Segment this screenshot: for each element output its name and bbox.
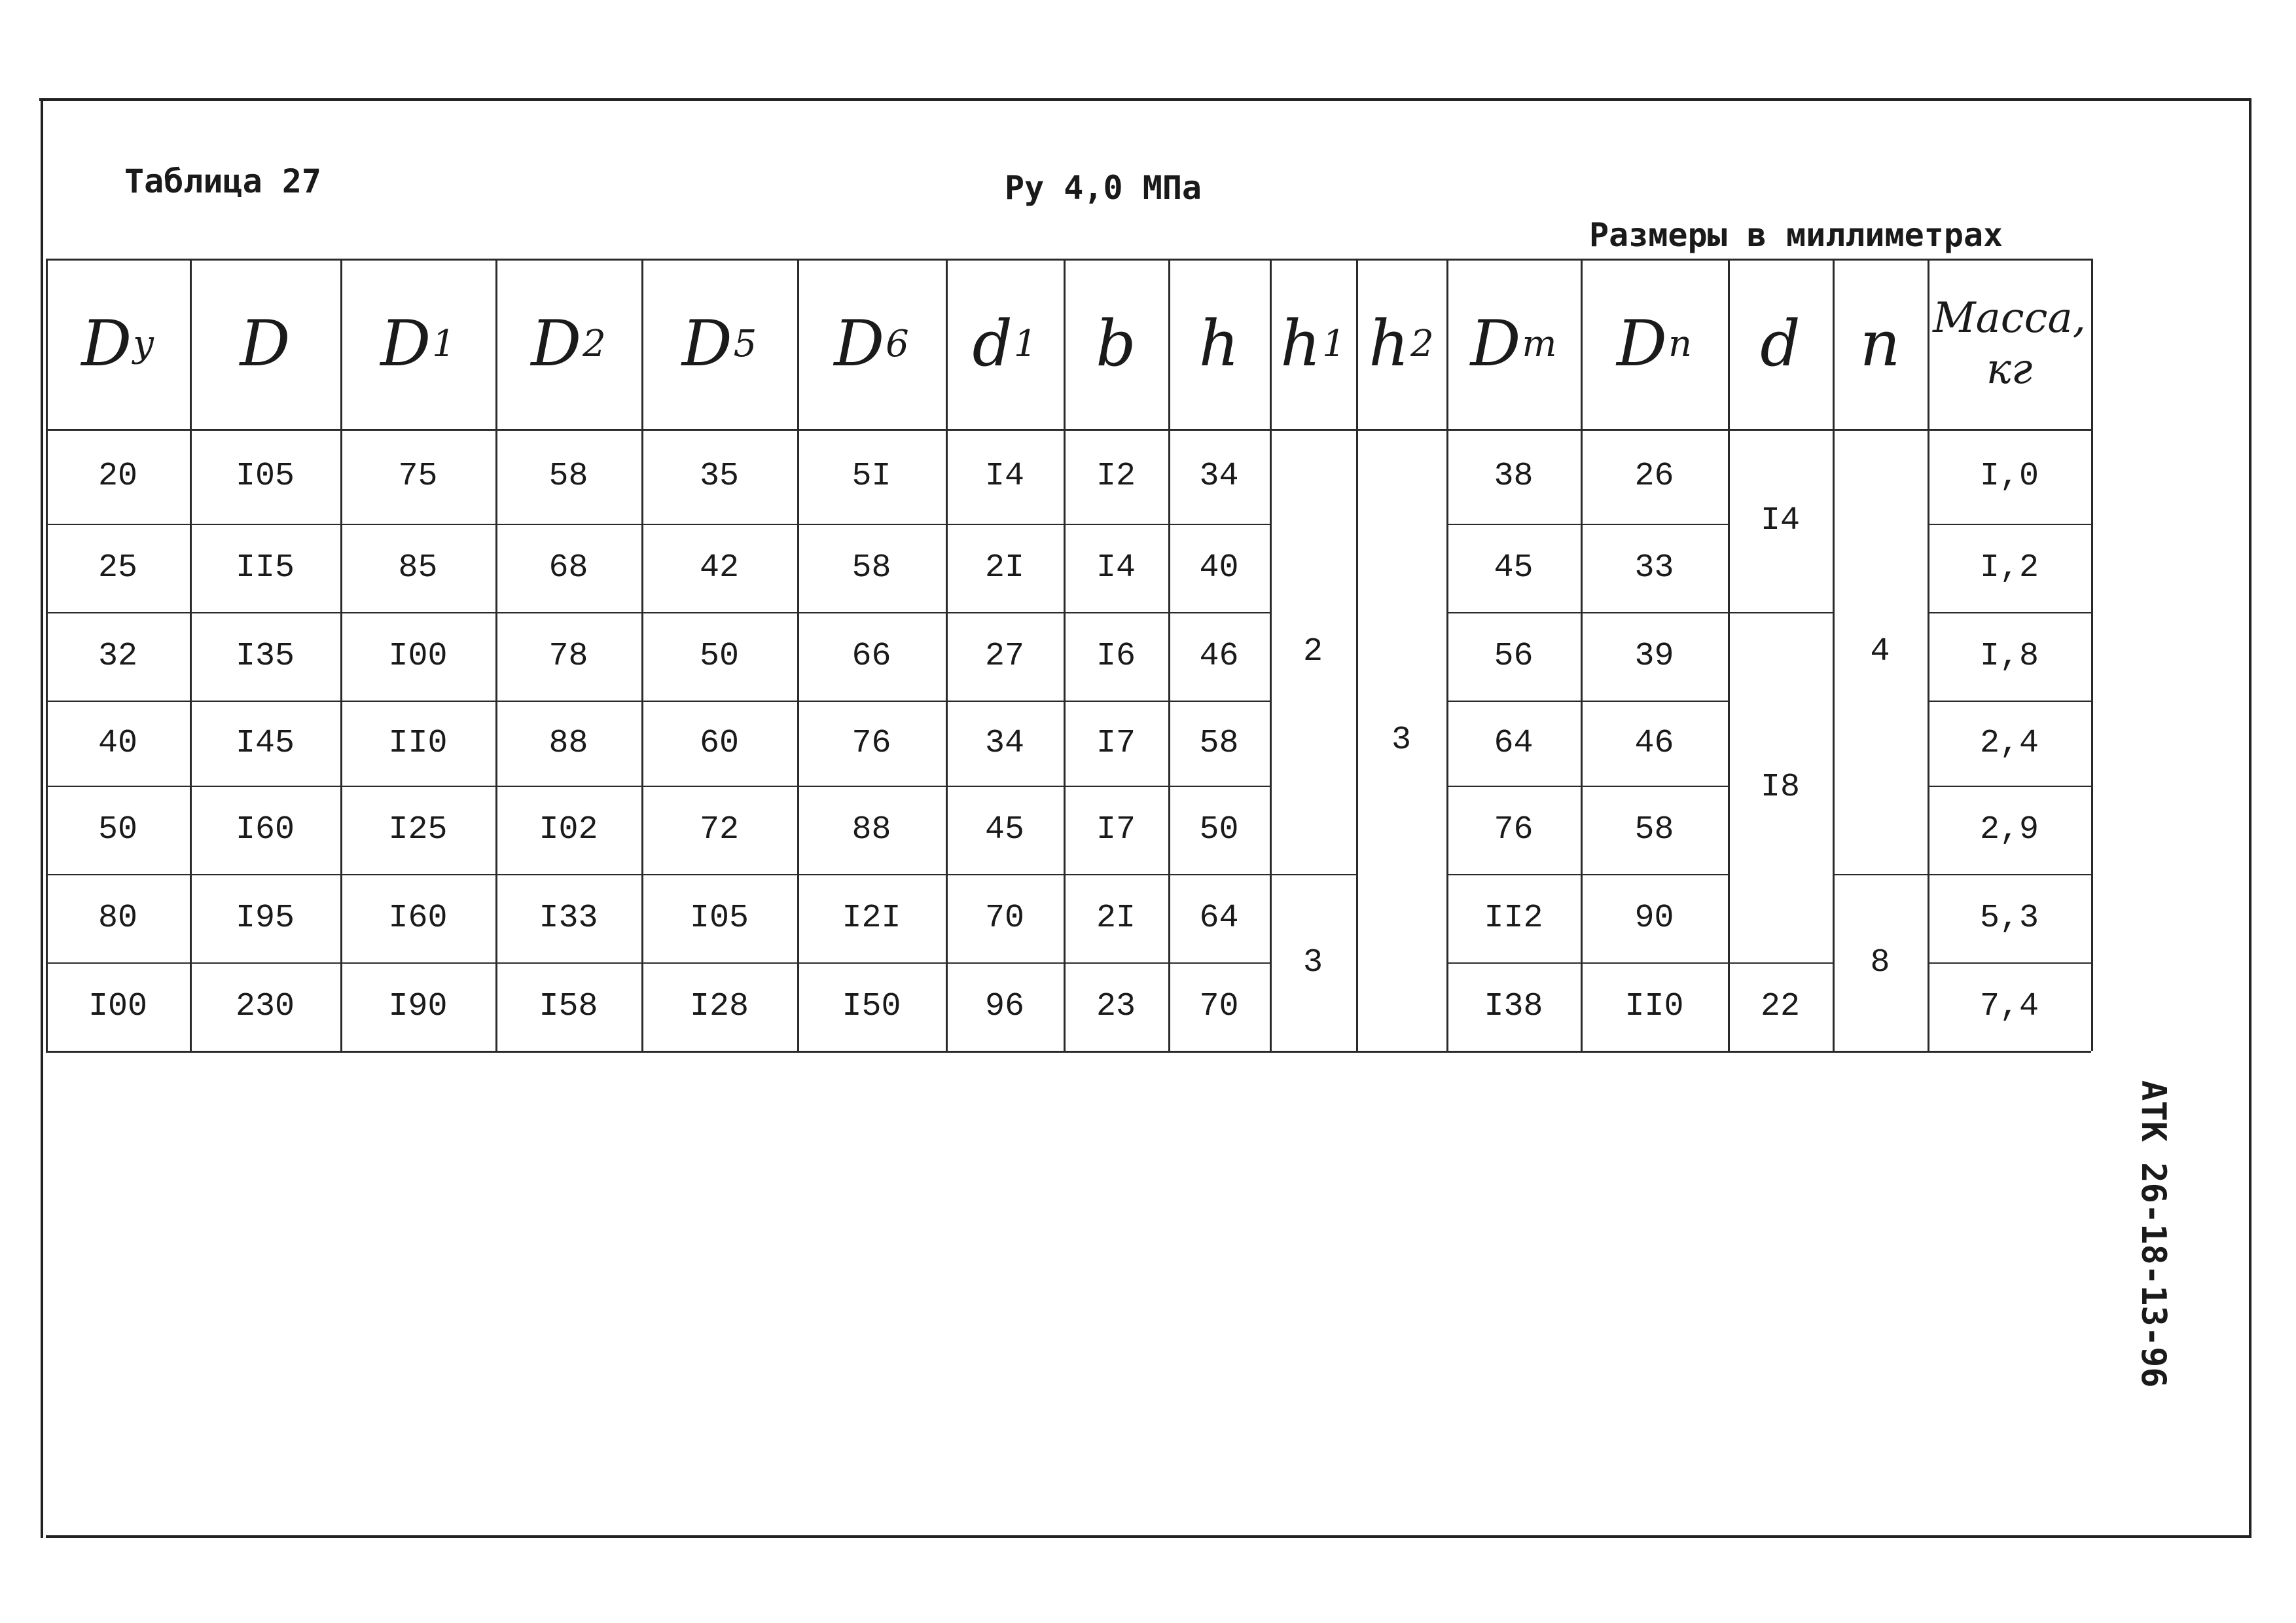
cell-D: II5 xyxy=(235,549,295,587)
header-D xyxy=(190,259,340,429)
cell-D5: I28 xyxy=(689,988,749,1025)
cell-D1: 85 xyxy=(398,549,438,587)
header-D5 xyxy=(641,259,797,429)
cell-D: I60 xyxy=(235,811,295,848)
cell-b: I7 xyxy=(1096,811,1136,848)
header-b xyxy=(1064,259,1168,429)
cell-D1: II0 xyxy=(388,724,448,762)
cell-D6: 5I xyxy=(852,458,891,495)
cell-D6: I50 xyxy=(842,988,901,1025)
header-subscript: 5 xyxy=(733,322,757,365)
cell-D5: 60 xyxy=(699,724,739,762)
header-symbol: D xyxy=(531,307,582,380)
cell-Dy: I00 xyxy=(88,988,147,1025)
cell-mass: I,8 xyxy=(1979,638,2039,675)
cell-D: I45 xyxy=(235,724,295,762)
cell-Dm: 56 xyxy=(1494,638,1534,675)
header-symbol: b xyxy=(1096,307,1136,380)
cell-D1: 75 xyxy=(398,458,438,495)
cell-d1: 34 xyxy=(984,724,1024,762)
header-Dy xyxy=(46,259,190,429)
header-subscript: 1 xyxy=(1322,322,1346,365)
cell-Dy: 80 xyxy=(98,900,137,937)
cell-h: 46 xyxy=(1199,638,1239,675)
pressure-label: Ру 4,0 МПа xyxy=(1005,169,1202,207)
header-symbol: h xyxy=(1369,307,1410,380)
header-subscript: у xyxy=(133,322,154,365)
cell-Dm: I38 xyxy=(1484,988,1543,1025)
cell-Dn: 58 xyxy=(1634,811,1674,848)
table-bottom-line xyxy=(46,1051,2091,1053)
table-label: Таблица 27 xyxy=(124,162,322,200)
header-subscript: 2 xyxy=(1410,322,1434,365)
header-symbol: D xyxy=(81,307,132,380)
cell-D6: I2I xyxy=(842,900,901,937)
cell-D6: 88 xyxy=(852,811,891,848)
cell-d-merged: I8 xyxy=(1760,769,1800,806)
header-subscript: 1 xyxy=(432,322,456,365)
cell-Dm: 38 xyxy=(1494,458,1534,495)
cell-d1: I4 xyxy=(984,458,1024,495)
header-symbol: D xyxy=(240,307,291,380)
header-mass-line1: Масса, xyxy=(1933,294,2086,342)
header-subscript: 1 xyxy=(1013,322,1037,365)
cell-Dn: 33 xyxy=(1634,549,1674,587)
cell-b: I4 xyxy=(1096,549,1136,587)
cell-Dy: 32 xyxy=(98,638,137,675)
header-D1 xyxy=(340,259,495,429)
cell-mass: 2,4 xyxy=(1979,724,2039,762)
header-h2 xyxy=(1356,259,1446,429)
header-mass xyxy=(1928,259,2091,429)
cell-D1: I60 xyxy=(388,900,448,937)
cell-D: I95 xyxy=(235,900,295,937)
cell-Dm: 45 xyxy=(1494,549,1534,587)
cell-h: 70 xyxy=(1199,988,1239,1025)
cell-h: 34 xyxy=(1199,458,1239,495)
cell-D: I05 xyxy=(235,458,295,495)
cell-mass: I,0 xyxy=(1979,458,2039,495)
cell-Dy: 40 xyxy=(98,724,137,762)
cell-h: 58 xyxy=(1199,724,1239,762)
header-subscript: 2 xyxy=(583,322,606,365)
header-symbol: D xyxy=(1470,307,1521,380)
cell-D: I35 xyxy=(235,638,295,675)
cell-Dy: 50 xyxy=(98,811,137,848)
header-symbol: D xyxy=(380,307,431,380)
cell-mass: I,2 xyxy=(1979,549,2039,587)
cell-D2: I58 xyxy=(539,988,598,1025)
header-h1 xyxy=(1270,259,1356,429)
cell-Dn: 46 xyxy=(1634,724,1674,762)
cell-D5: 35 xyxy=(699,458,739,495)
cell-D5: 50 xyxy=(699,638,739,675)
header-subscript: m xyxy=(1522,322,1557,365)
cell-mass: 5,3 xyxy=(1979,900,2039,937)
frame-top xyxy=(39,98,2251,101)
header-n xyxy=(1833,259,1928,429)
cell-D: 230 xyxy=(235,988,295,1025)
cell-Dm: II2 xyxy=(1484,900,1543,937)
frame-right xyxy=(2249,98,2251,1538)
cell-D5: I05 xyxy=(689,900,749,937)
cell-d-merged: I4 xyxy=(1760,501,1800,539)
cell-Dn: 26 xyxy=(1634,458,1674,495)
cell-D5: 42 xyxy=(699,549,739,587)
header-Dn xyxy=(1581,259,1728,429)
header-subscript: 6 xyxy=(886,322,909,365)
header-D6 xyxy=(797,259,946,429)
cell-d-merged: 22 xyxy=(1760,988,1800,1025)
header-d xyxy=(1728,259,1833,429)
header-subscript: n xyxy=(1668,322,1693,365)
cell-D6: 58 xyxy=(852,549,891,587)
cell-D6: 76 xyxy=(852,724,891,762)
cell-h1-merged: 3 xyxy=(1302,943,1323,981)
cell-n-merged: 8 xyxy=(1870,943,1890,981)
cell-D2: 68 xyxy=(548,549,588,587)
frame-bottom xyxy=(46,1535,2251,1538)
cell-D2: 58 xyxy=(548,458,588,495)
header-symbol: n xyxy=(1859,307,1901,380)
cell-h: 40 xyxy=(1199,549,1239,587)
cell-D5: 72 xyxy=(699,811,739,848)
header-Dm xyxy=(1446,259,1581,429)
cell-Dn: II0 xyxy=(1624,988,1684,1025)
header-symbol: d xyxy=(1760,307,1801,380)
cell-h: 64 xyxy=(1199,900,1239,937)
header-symbol: h xyxy=(1280,307,1321,380)
cell-Dn: 90 xyxy=(1634,900,1674,937)
cell-b: I7 xyxy=(1096,724,1136,762)
cell-D2: I33 xyxy=(539,900,598,937)
cell-d1: 27 xyxy=(984,638,1024,675)
header-d1 xyxy=(946,259,1064,429)
cell-D1: I00 xyxy=(388,638,448,675)
header-symbol: D xyxy=(681,307,732,380)
cell-b: I6 xyxy=(1096,638,1136,675)
cell-d1: 2I xyxy=(984,549,1024,587)
table-col-line xyxy=(2091,259,2093,1051)
header-h xyxy=(1168,259,1270,429)
cell-h: 50 xyxy=(1199,811,1239,848)
cell-d1: 45 xyxy=(984,811,1024,848)
cell-mass: 7,4 xyxy=(1979,988,2039,1025)
cell-D2: 88 xyxy=(548,724,588,762)
header-symbol: D xyxy=(834,307,885,380)
header-symbol: h xyxy=(1198,307,1240,380)
cell-D1: I90 xyxy=(388,988,448,1025)
header-symbol: d xyxy=(972,307,1013,380)
units-note: Размеры в миллиметрах xyxy=(1589,216,2003,254)
cell-Dy: 20 xyxy=(98,458,137,495)
cell-Dn: 39 xyxy=(1634,638,1674,675)
cell-b: 2I xyxy=(1096,900,1136,937)
cell-D2: 78 xyxy=(548,638,588,675)
cell-d1: 70 xyxy=(984,900,1024,937)
cell-D1: I25 xyxy=(388,811,448,848)
cell-D2: I02 xyxy=(539,811,598,848)
header-symbol: D xyxy=(1616,307,1667,380)
cell-b: I2 xyxy=(1096,458,1136,495)
cell-D6: 66 xyxy=(852,638,891,675)
cell-Dm: 76 xyxy=(1494,811,1534,848)
document-code: АТК 26-18-13-96 xyxy=(2134,1080,2173,1388)
cell-h2-merged: 3 xyxy=(1391,721,1411,759)
cell-d1: 96 xyxy=(984,988,1024,1025)
cell-Dy: 25 xyxy=(98,549,137,587)
header-mass-line2: кг xyxy=(1986,345,2033,393)
cell-b: 23 xyxy=(1096,988,1136,1025)
cell-n-merged: 4 xyxy=(1870,632,1890,670)
frame-left xyxy=(41,98,43,1538)
header-D2 xyxy=(495,259,641,429)
cell-h1-merged: 2 xyxy=(1302,632,1323,670)
cell-mass: 2,9 xyxy=(1979,811,2039,848)
cell-Dm: 64 xyxy=(1494,724,1534,762)
